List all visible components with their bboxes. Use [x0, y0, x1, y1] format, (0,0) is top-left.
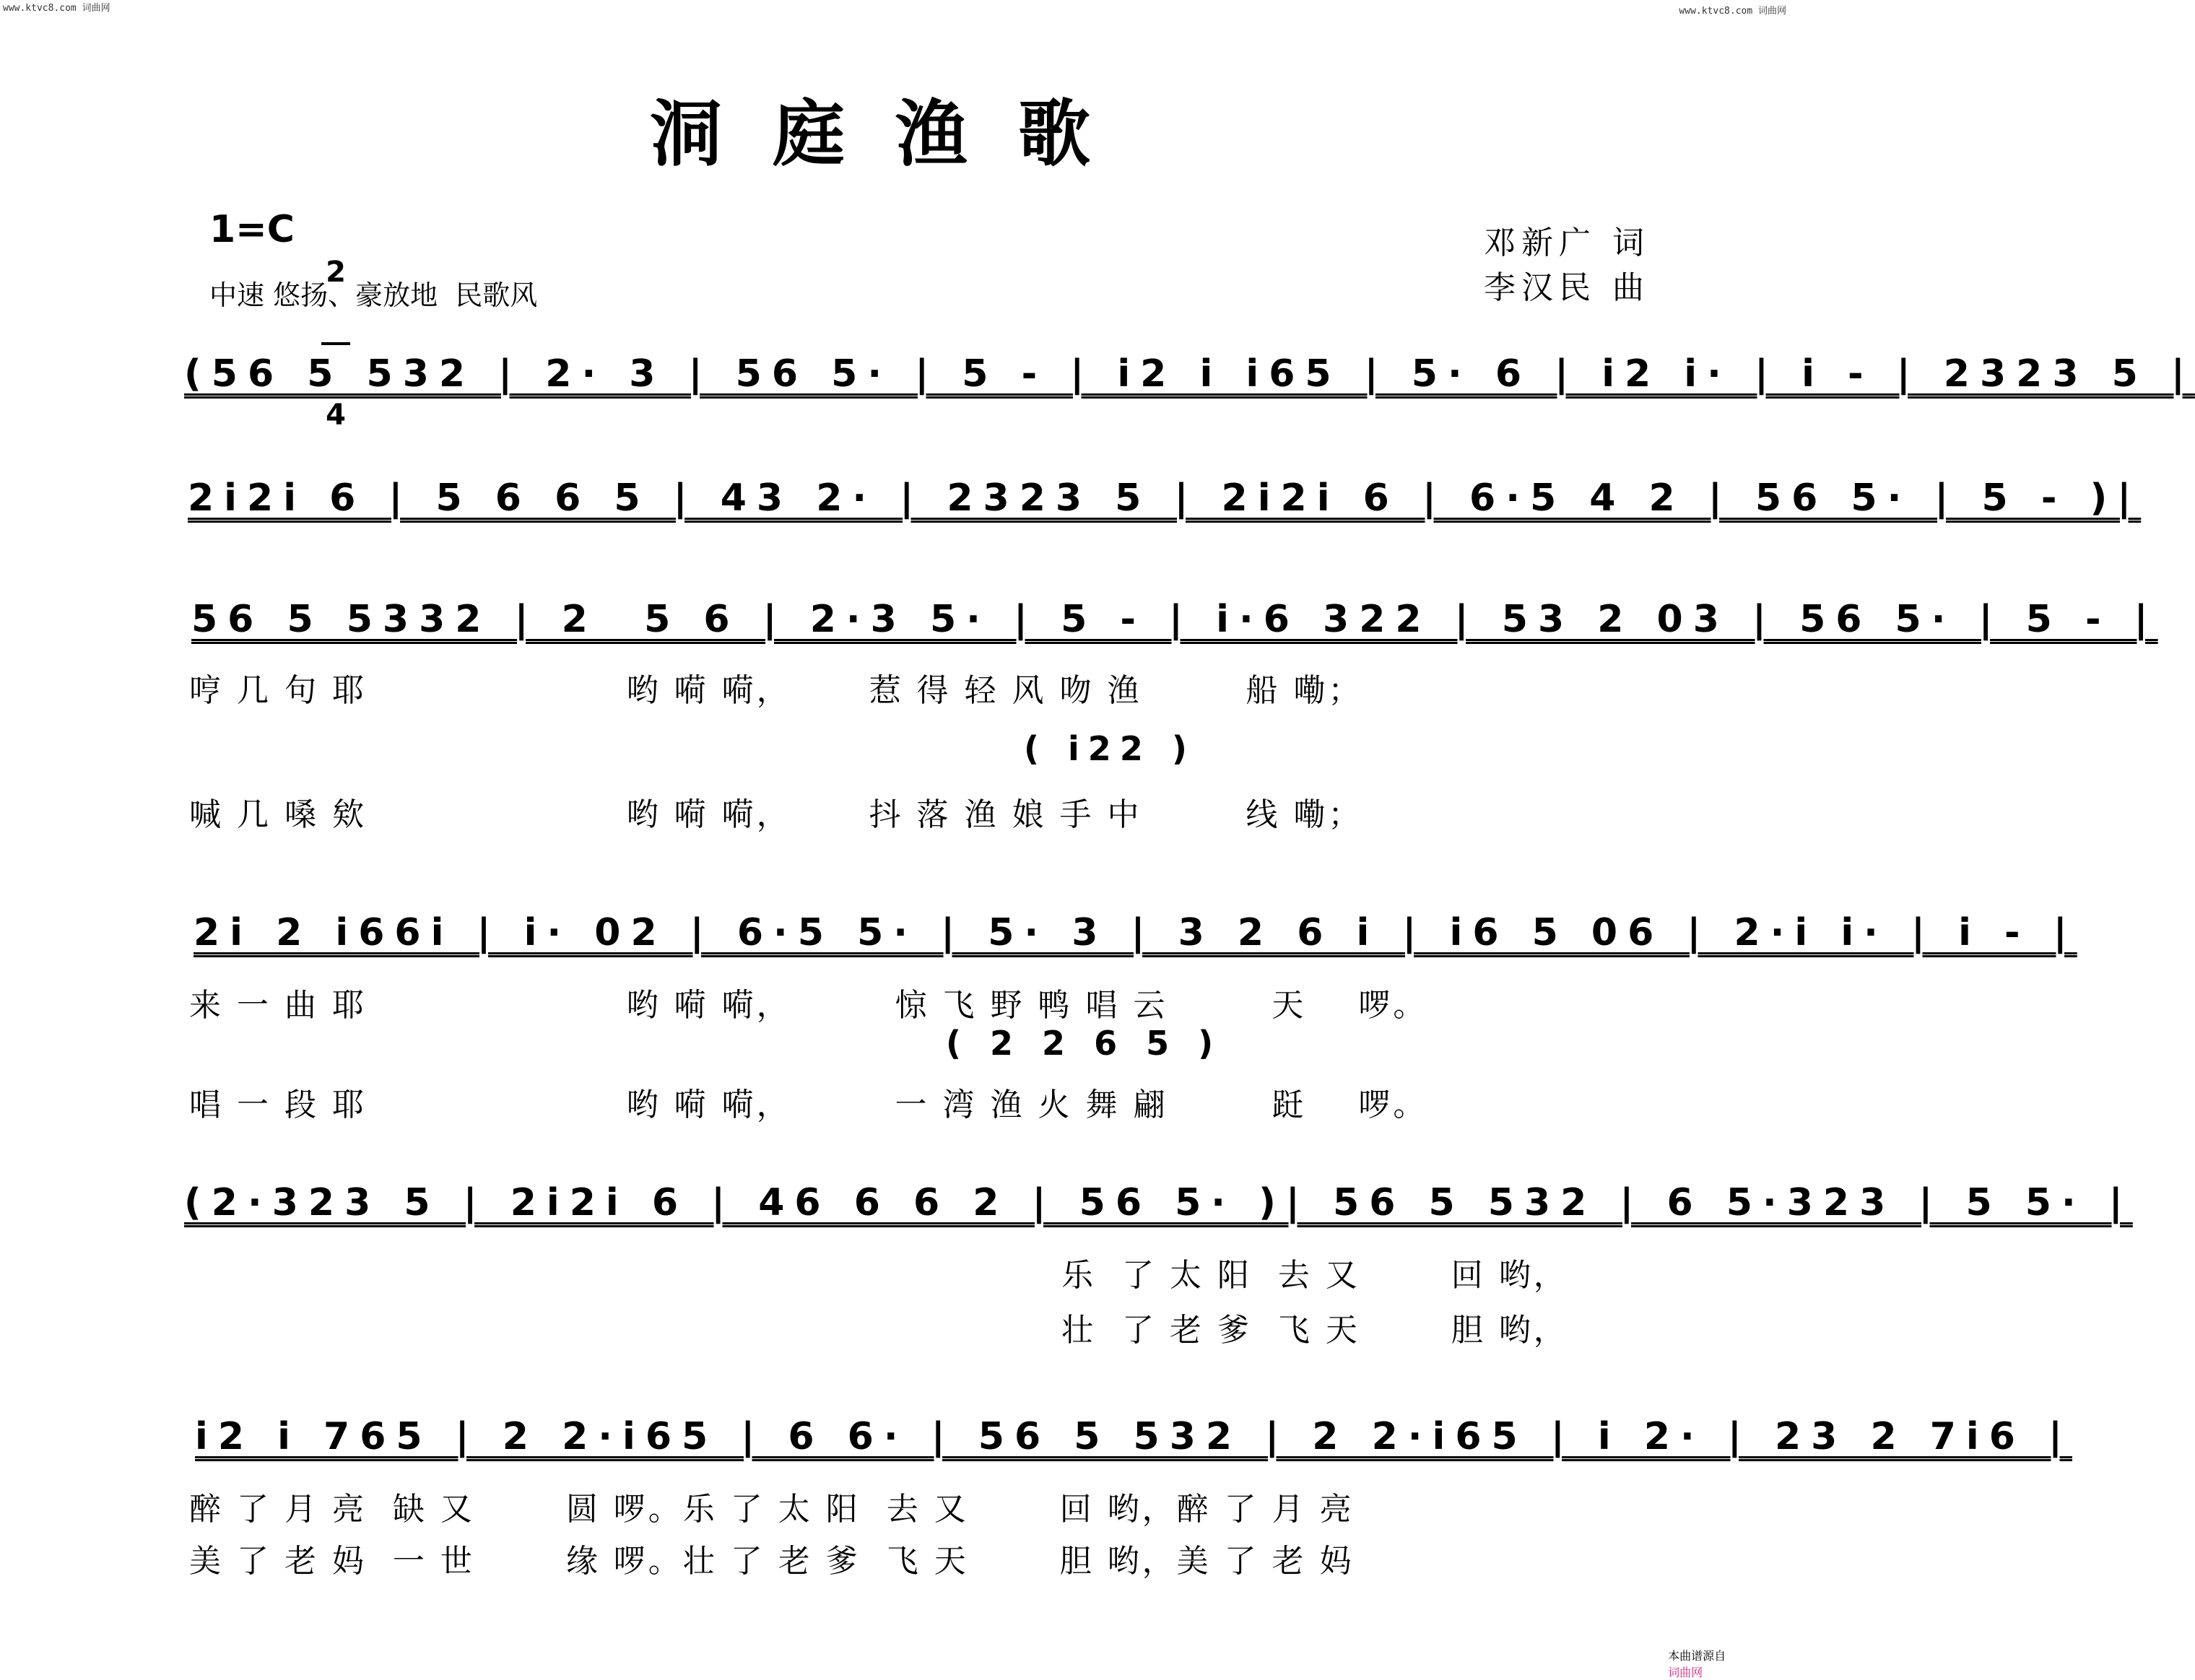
composer-credit: 李汉民 曲: [1484, 269, 1650, 306]
notation-system-2: 2i2i 6 | 5 6 6 5 | 43 2· | 2323 5 | 2i2i 6 | 6·5 4 2 | 56 5· | 5 - )|: [188, 476, 2142, 520]
meter-bottom: 4: [326, 399, 346, 432]
notation-system-4: 2i 2 i66i | i· 02 | 6·5 5· | 5· 3 | 3 2 6 i | i6 5 06 | 2·i i· | i - |: [194, 911, 2077, 954]
lyric-line-6-verse-2: 美 了 老 妈 一 世 缘 啰。壮 了 老 爹 飞 天 胆 哟，美 了 老 妈: [189, 1543, 1355, 1580]
watermark-top-left[interactable]: www.ktvc8.com 词曲网: [3, 3, 110, 14]
footer-site-link[interactable]: 词曲网: [1668, 1666, 1703, 1679]
lyric-line-6-verse-1: 醉 了 月 亮 缺 又 圆 啰。乐 了 太 阳 去 又 回 哟，醉 了 月 亮: [189, 1491, 1355, 1528]
notation-system-5: (2·323 5 | 2i2i 6 | 46 6 6 2 | 56 5· )| 56 5 532 | 6 5·323 | 5 5· |: [184, 1181, 2133, 1224]
lyric-line-4-verse-1: 来 一 曲 耶 哟 嗬 嗬， 惊 飞 野 鸭 唱 云 天 啰。: [189, 987, 1428, 1024]
alternate-notes-3: ( i22 ): [1024, 729, 1196, 768]
footer-source: [1661, 1633, 1726, 1680]
alternate-notes-4: ( 2 2 6 5 ): [946, 1024, 1222, 1063]
notation-system-1: (56 5 532 | 2· 3 | 56 5· | 5 - | i2 i i65 | 5· 6 | i2 i· | i - | 2323 5 |: [184, 352, 2195, 396]
notation-system-6: i2 i 765 | 2 2·i65 | 6 6· | 56 5 532 | 2 2·i65 | i 2· | 23 2 7i6 |: [195, 1415, 2073, 1458]
time-signature: [321, 204, 350, 456]
meter-top: 2: [326, 256, 346, 289]
lyric-line-3-verse-2: 喊 几 嗓 欸 哟 嗬 嗬， 抖 落 渔 娘 手 中 线 嘞；: [189, 796, 1363, 833]
lyric-line-3-verse-1: 哼 几 句 耶 哟 嗬 嗬， 惹 得 轻 风 吻 渔 船 嘞；: [189, 672, 1363, 709]
song-title: 洞庭渔歌: [650, 91, 1141, 176]
footer-source-label: 本曲谱源自: [1668, 1649, 1726, 1663]
key-signature: 1=C: [209, 208, 295, 251]
tempo-marking: 中速 悠扬、豪放地 民歌风: [209, 279, 538, 311]
lyricist-credit: 邓新广 词: [1484, 225, 1650, 261]
watermark-top-right[interactable]: www.ktvc8.com 词曲网: [1679, 6, 1786, 17]
lyric-line-4-verse-2: 唱 一 段 耶 哟 嗬 嗬， 一 湾 渔 火 舞 翩 跹 啰。: [189, 1087, 1428, 1123]
notation-system-3: 56 5 5332 | 2 5 6 | 2·3 5· | 5 - | i·6 322 | 53 2 03 | 56 5· | 5 - |: [191, 598, 2158, 641]
lyric-line-5-verse-2: 壮 了 老 爹 飞 天 胆 哟，: [1061, 1312, 1568, 1349]
meter-bar: [321, 342, 350, 345]
lyric-line-5-verse-1: 乐 了 太 阳 去 又 回 哟，: [1061, 1257, 1568, 1294]
